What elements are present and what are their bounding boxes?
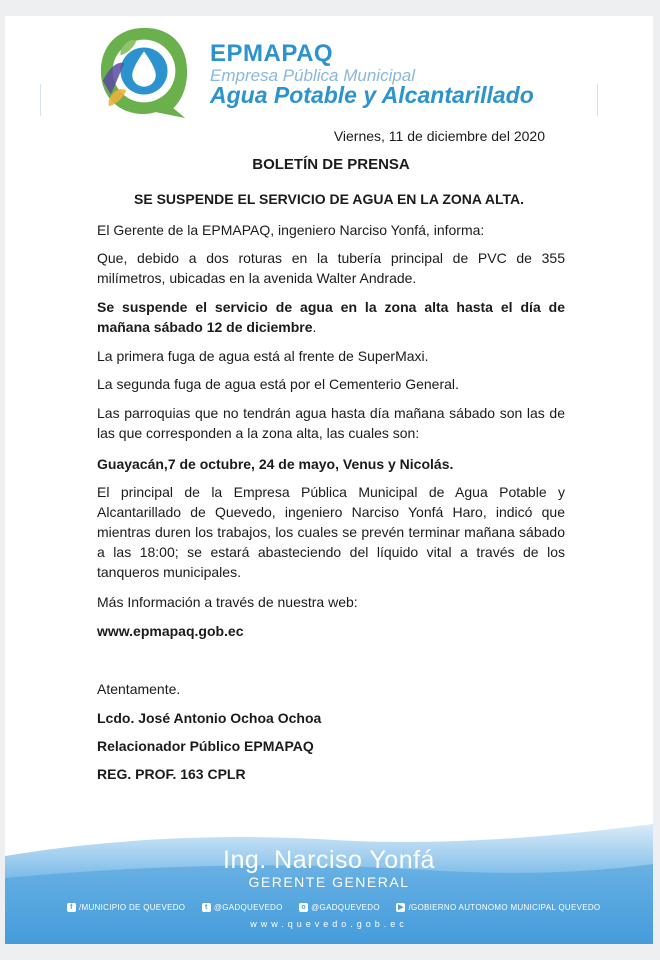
social-facebook[interactable] bbox=[67, 903, 185, 912]
facebook-icon: f bbox=[67, 903, 76, 912]
date-line: Viernes, 11 de diciembre del 2020 bbox=[333, 128, 545, 144]
paragraph-parishes-list: Guayacán,7 de octubre, 24 de mayo, Venus y Nicolás. bbox=[97, 456, 454, 472]
divider bbox=[597, 84, 598, 116]
paragraph-web-intro: Más Información a través de nuestra web: bbox=[97, 594, 358, 610]
letterhead bbox=[5, 16, 653, 126]
social-label: @GADQUEVEDO bbox=[213, 903, 283, 912]
website-link[interactable]: www.epmapaq.gob.ec bbox=[97, 623, 244, 639]
paragraph-leak-two: La segunda fuga de agua está por el Cementerio General. bbox=[97, 376, 459, 392]
paragraph-suspension bbox=[97, 297, 565, 337]
document-subheading: SE SUSPENDE EL SERVICIO DE AGUA EN LA ZONA ALTA. bbox=[134, 191, 524, 207]
social-label: /GOBIERNO AUTONOMO MUNICIPAL QUEVEDO bbox=[408, 903, 601, 912]
suspension-period: . bbox=[312, 319, 317, 335]
social-instagram[interactable] bbox=[299, 903, 380, 912]
document-heading: BOLETÍN DE PRENSA bbox=[252, 156, 410, 173]
epmapaq-logo-icon bbox=[95, 22, 193, 120]
paragraph-intro: El Gerente de la EPMAPAQ, ingeniero Narciso Yonfá, informa: bbox=[97, 222, 485, 238]
press-release-page bbox=[5, 16, 653, 944]
paragraph-cause: Que, debido a dos roturas en la tubería principal de PVC de 355 milímetros, ubicadas en la avenida Walter Andrade. bbox=[97, 250, 565, 286]
signatory-name: Lcdo. José Antonio Ochoa Ochoa bbox=[97, 710, 322, 726]
social-twitter[interactable] bbox=[202, 903, 283, 912]
footer-manager-role: GERENTE GENERAL bbox=[248, 874, 410, 890]
instagram-icon: o bbox=[299, 903, 308, 912]
brand-subtitle-secondary: Agua Potable y Alcantarillado bbox=[210, 82, 534, 108]
brand-title: EPMAPAQ bbox=[210, 40, 334, 67]
paragraph-leak-one: La primera fuga de agua está al frente de SuperMaxi. bbox=[97, 348, 429, 364]
signatory-registration: REG. PROF. 163 CPLR bbox=[97, 766, 246, 782]
divider bbox=[40, 84, 41, 116]
paragraph-statement: El principal de la Empresa Pública Municipal de Agua Potable y Alcantarillado de Quevedo, ingeniero Narciso Yonfá Haro, indicó que mientras duren los trabajos, los cuales se prevén terminar mañana sábado a las 18:00; se estará abasteciendo del líquido vital a través de los tanqueros municipales. bbox=[97, 484, 565, 580]
suspension-notice: Se suspende el servicio de agua en la zona alta hasta el día de mañana sábado 12 de diciembre bbox=[97, 299, 565, 335]
social-links bbox=[67, 903, 627, 912]
footer-banner bbox=[5, 816, 653, 944]
paragraph-parishes-intro: Las parroquias que no tendrán agua hasta día mañana sábado son las de las que corresponden a la zona alta, las cuales son: bbox=[97, 405, 565, 441]
footer-manager-name: Ing. Narciso Yonfá bbox=[223, 846, 435, 874]
signatory-role: Relacionador Público EPMAPAQ bbox=[97, 738, 314, 754]
youtube-icon: ▶ bbox=[398, 904, 404, 912]
social-label: @GADQUEVEDO bbox=[311, 903, 380, 912]
brand-subtitle: Empresa Pública Municipal bbox=[210, 66, 416, 85]
twitter-icon: t bbox=[202, 903, 211, 912]
social-label: /MUNICIPIO DE QUEVEDO bbox=[79, 903, 186, 912]
footer-website[interactable]: www.quevedo.gob.ec bbox=[250, 919, 408, 929]
closing: Atentamente. bbox=[97, 681, 181, 697]
social-youtube[interactable] bbox=[396, 903, 600, 912]
